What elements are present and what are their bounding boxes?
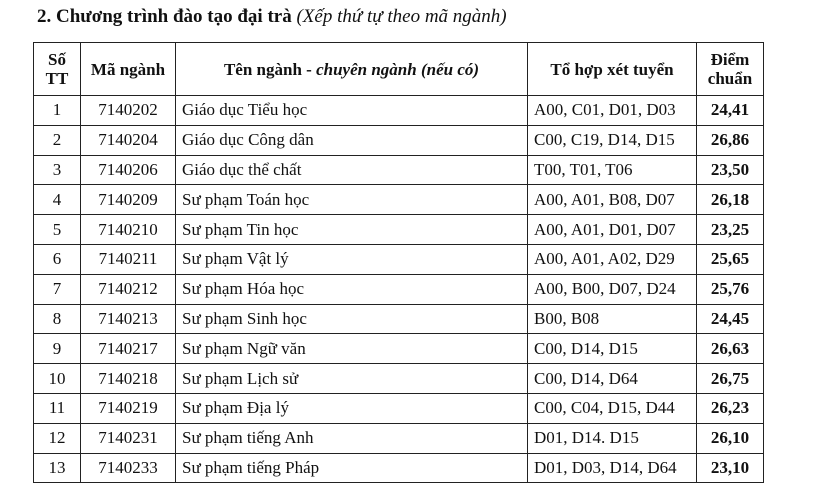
- table-row: [34, 274, 764, 304]
- cell-code: 7140231: [81, 423, 176, 453]
- cell-code: 7140211: [81, 244, 176, 274]
- table-row: [34, 155, 764, 185]
- cell-stt: 6: [34, 244, 81, 274]
- cell-code: 7140233: [81, 453, 176, 483]
- cell-score: 24,45: [697, 304, 764, 334]
- cell-code: 7140213: [81, 304, 176, 334]
- admission-score-table: [33, 42, 764, 483]
- cell-name: Sư phạm Ngữ văn: [176, 334, 528, 364]
- cell-combo: A00, A01, A02, D29: [528, 244, 697, 274]
- cell-stt: 7: [34, 274, 81, 304]
- cell-score: 23,50: [697, 155, 764, 185]
- table-row: [34, 453, 764, 483]
- table-row: [34, 304, 764, 334]
- cell-name: Giáo dục Công dân: [176, 125, 528, 155]
- cell-combo: A00, A01, B08, D07: [528, 185, 697, 215]
- cell-score: 26,86: [697, 125, 764, 155]
- table-row: [34, 96, 764, 126]
- cell-score: 25,65: [697, 244, 764, 274]
- cell-name: Sư phạm tiếng Anh: [176, 423, 528, 453]
- cell-name: Sư phạm Sinh học: [176, 304, 528, 334]
- section-heading: [37, 6, 507, 28]
- cell-score: 25,76: [697, 274, 764, 304]
- table-row: [34, 334, 764, 364]
- cell-name: Sư phạm Tin học: [176, 215, 528, 245]
- header-name-prefix: Tên ngành -: [223, 59, 317, 79]
- cell-code: 7140217: [81, 334, 176, 364]
- cell-score: 23,10: [697, 453, 764, 483]
- header-stt: Số TT: [34, 43, 81, 96]
- cell-stt: 8: [34, 304, 81, 334]
- section-note: (Xếp thứ tự theo mã ngành): [296, 6, 507, 27]
- table-header-row: [34, 43, 764, 96]
- cell-name: Sư phạm tiếng Pháp: [176, 453, 528, 483]
- cell-stt: 3: [34, 155, 81, 185]
- cell-combo: D01, D14. D15: [528, 423, 697, 453]
- cell-stt: 9: [34, 334, 81, 364]
- header-name-italic: chuyên ngành (nếu có): [316, 59, 480, 79]
- cell-code: 7140219: [81, 393, 176, 423]
- cell-stt: 12: [34, 423, 81, 453]
- cell-score: 26,75: [697, 364, 764, 394]
- cell-stt: 10: [34, 364, 81, 394]
- table-row: [34, 125, 764, 155]
- cell-stt: 4: [34, 185, 81, 215]
- cell-stt: 1: [34, 96, 81, 126]
- cell-name: Sư phạm Toán học: [176, 185, 528, 215]
- cell-code: 7140210: [81, 215, 176, 245]
- cell-code: 7140212: [81, 274, 176, 304]
- cell-combo: T00, T01, T06: [528, 155, 697, 185]
- cell-stt: 2: [34, 125, 81, 155]
- header-code: Mã ngành: [81, 43, 176, 96]
- header-score: Điểm chuẩn: [697, 43, 764, 96]
- cell-code: 7140202: [81, 96, 176, 126]
- header-name: [176, 43, 528, 96]
- section-title: Chương trình đào tạo đại trà: [56, 6, 292, 27]
- cell-combo: C00, C19, D14, D15: [528, 125, 697, 155]
- cell-name: Sư phạm Lịch sử: [176, 364, 528, 394]
- cell-combo: C00, D14, D15: [528, 334, 697, 364]
- header-combo: Tổ hợp xét tuyển: [528, 43, 697, 96]
- cell-name: Giáo dục thể chất: [176, 155, 528, 185]
- cell-combo: D01, D03, D14, D64: [528, 453, 697, 483]
- cell-combo: A00, B00, D07, D24: [528, 274, 697, 304]
- cell-score: 26,10: [697, 423, 764, 453]
- cell-stt: 11: [34, 393, 81, 423]
- cell-combo: A00, A01, D01, D07: [528, 215, 697, 245]
- table-row: [34, 364, 764, 394]
- cell-combo: B00, B08: [528, 304, 697, 334]
- cell-stt: 13: [34, 453, 81, 483]
- cell-combo: C00, D14, D64: [528, 364, 697, 394]
- cell-combo: C00, C04, D15, D44: [528, 393, 697, 423]
- cell-code: 7140206: [81, 155, 176, 185]
- cell-name: Sư phạm Vật lý: [176, 244, 528, 274]
- table-row: [34, 244, 764, 274]
- section-number: 2.: [37, 6, 52, 27]
- cell-score: 26,23: [697, 393, 764, 423]
- cell-score: 23,25: [697, 215, 764, 245]
- table-row: [34, 393, 764, 423]
- cell-score: 26,63: [697, 334, 764, 364]
- cell-combo: A00, C01, D01, D03: [528, 96, 697, 126]
- table-row: [34, 185, 764, 215]
- cell-name: Sư phạm Hóa học: [176, 274, 528, 304]
- cell-score: 24,41: [697, 96, 764, 126]
- cell-name: Giáo dục Tiểu học: [176, 96, 528, 126]
- cell-code: 7140218: [81, 364, 176, 394]
- table-body: [34, 96, 764, 483]
- cell-code: 7140209: [81, 185, 176, 215]
- table-row: [34, 423, 764, 453]
- cell-score: 26,18: [697, 185, 764, 215]
- cell-name: Sư phạm Địa lý: [176, 393, 528, 423]
- cell-stt: 5: [34, 215, 81, 245]
- table-row: [34, 215, 764, 245]
- cell-code: 7140204: [81, 125, 176, 155]
